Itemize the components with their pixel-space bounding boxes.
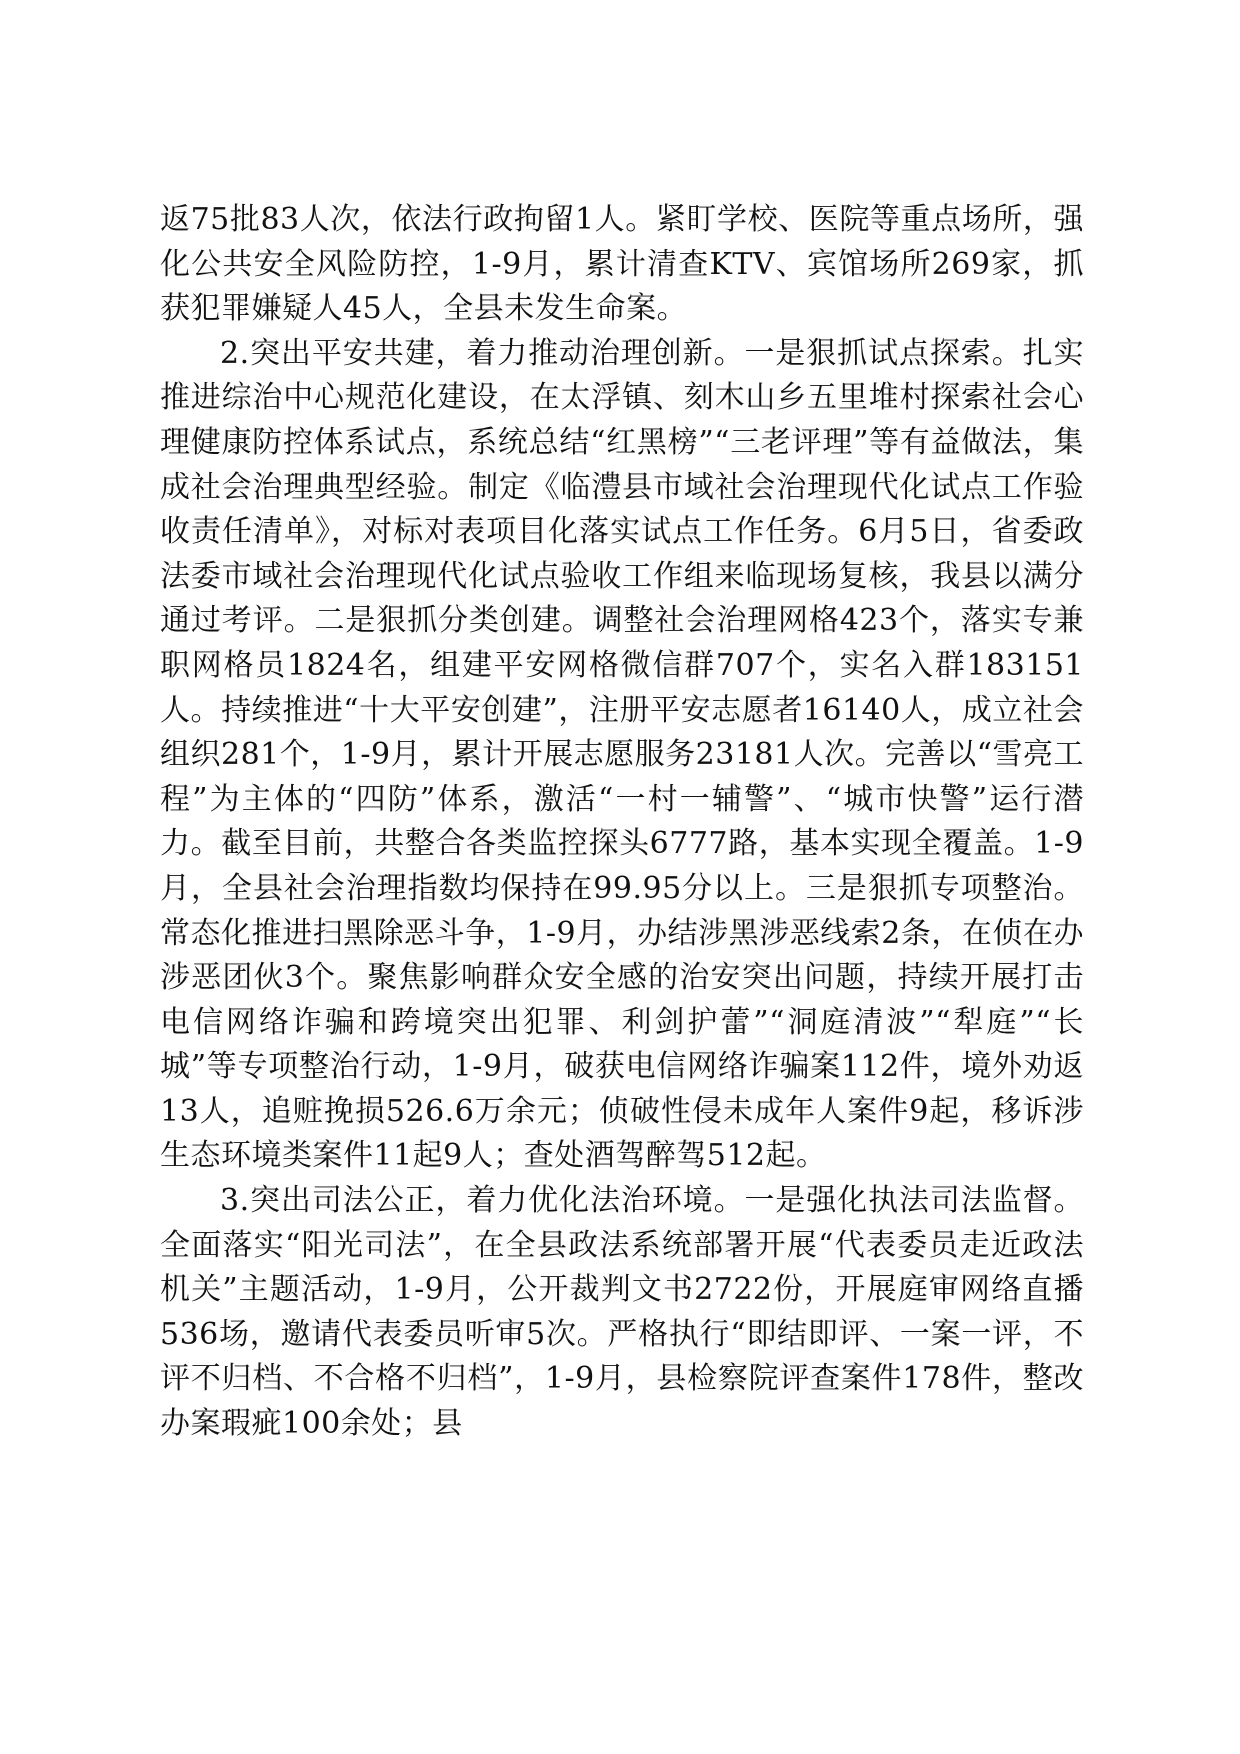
document-body — [160, 198, 1084, 1447]
paragraph-safety-co-building: 2.突出平安共建，着力推动治理创新。一是狠抓试点探索。扎实推进综治中心规范化建设，在太浮镇、刻木山乡五里堆村探索社会心理健康防控体系试点，系统总结“红黑榜”“三老评理”等有益做法，集成社会治理典型经验。制定《临澧县市域社会治理现代化试点工作验收责任清单》，对标对表项目化落实试点工作任务。6月5日，省委政法委市域社会治理现代化试点验收工作组来临现场复核，我县以满分通过考评。二是狠抓分类创建。调整社会治理网格423个，落实专兼职网格员1824名，组建平安网格微信群707个，实名入群183151人。持续推进“十大平安创建”，注册平安志愿者16140人，成立社会组织281个，1-9月，累计开展志愿服务23181人次。完善以“雪亮工程”为主体的“四防”体系，激活“一村一辅警”、“城市快警”运行潜力。截至目前，共整合各类监控探头6777路，基本实现全覆盖。1-9月，全县社会治理指数均保持在99.95分以上。三是狠抓专项整治。常态化推进扫黑除恶斗争，1-9月，办结涉黑涉恶线索2条，在侦在办涉恶团伙3个。聚焦影响群众安全感的治安突出问题，持续开展打击电信网络诈骗和跨境突出犯罪、利剑护蕾”“洞庭清波”“犁庭”“长城”等专项整治行动，1-9月，破获电信网络诈骗案112件，境外劝返13人，追赃挽损526.6万余元；侦破性侵未成年人案件9起，移诉涉生态环境类案件11起9人；查处酒驾醉驾512起。 — [160, 335, 1084, 1174]
paragraph-continuation: 返75批83人次，依法行政拘留1人。紧盯学校、医院等重点场所，强化公共安全风险防控，1-9月，累计清查KTV、宾馆场所269家，抓获犯罪嫌疑人45人，全县未发生命案。 — [160, 202, 1084, 327]
paragraph-judicial-fairness: 3.突出司法公正，着力优化法治环境。一是强化执法司法监督。全面落实“阳光司法”，在全县政法系统部署开展“代表委员走近政法机关”主题活动，1-9月，公开裁判文书2722份，开展庭审网络直播536场，邀请代表委员听审5次。严格执行“即结即评、一案一评，不评不归档、不合格不归档”，1-9月，县检察院评查案件178件，整改办案瑕疵100余处；县 — [160, 1183, 1084, 1442]
